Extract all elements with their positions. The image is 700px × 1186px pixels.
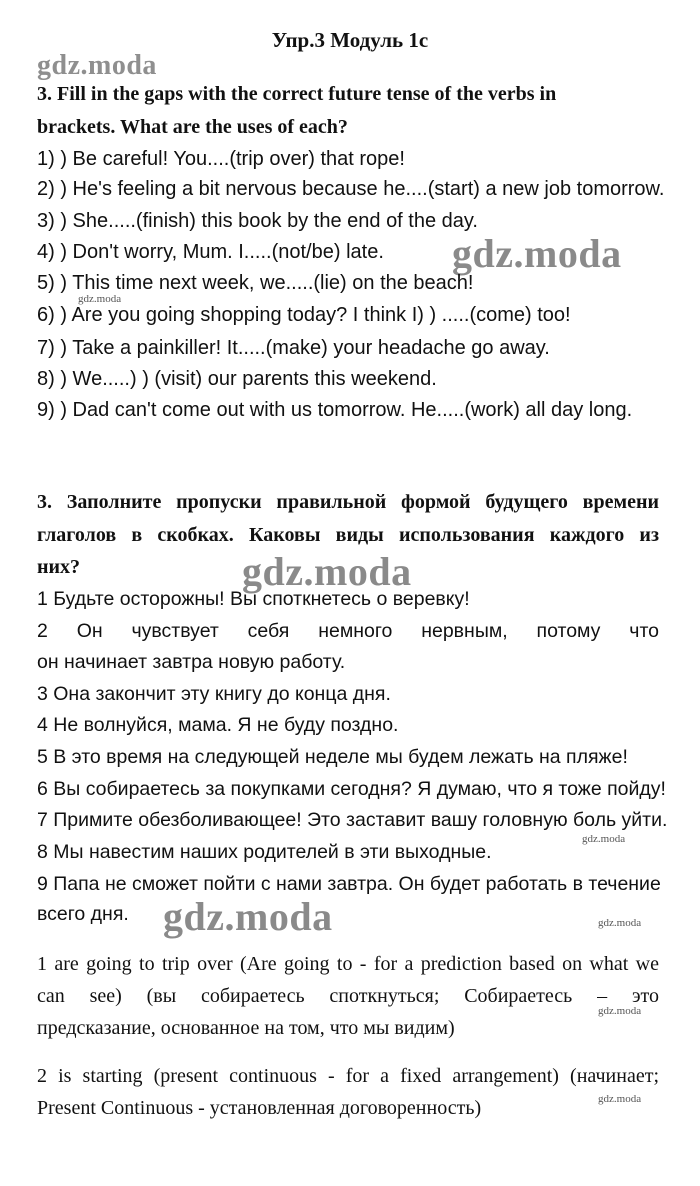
russian-item: 9 Папа не сможет пойти с нами завтра. Он будет работать в течение	[37, 873, 661, 895]
answer-line: Present Continuous - установленная договоренность)	[37, 1097, 482, 1119]
watermark: gdz.moda	[598, 1093, 642, 1105]
english-item: 8) ) We.....) ) (visit) our parents this weekend.	[37, 368, 437, 390]
english-task-heading: 3. Fill in the gaps with the correct future tense of the verbs in	[37, 83, 557, 105]
english-item: 3) ) She.....(finish) this book by the end of the day.	[37, 210, 478, 232]
watermark: gdz.moda	[78, 293, 122, 305]
russian-item: 2 Он чувствует себя немного нервным, потому что	[37, 620, 659, 642]
english-task-heading: brackets. What are the uses of each?	[37, 116, 348, 138]
english-item: 6) ) Are you going shopping today? I think I) ) .....(come) too!	[37, 304, 571, 326]
english-item: 1) ) Be careful! You....(trip over) that rope!	[37, 148, 405, 170]
watermark: gdz.moda	[582, 833, 626, 845]
watermark: gdz.moda	[598, 1005, 642, 1017]
russian-item: 5 В это время на следующей неделе мы будем лежать на пляже!	[37, 746, 628, 768]
russian-item: всего дня.	[37, 903, 129, 925]
answer-line: 1 are going to trip over (Are going to - for a prediction based on what we	[37, 953, 659, 975]
russian-item: он начинает завтра новую работу.	[37, 651, 346, 673]
watermark: gdz.moda	[452, 231, 622, 276]
russian-item: 7 Примите обезболивающее! Это заставит вашу головную боль уйти.	[37, 809, 668, 831]
english-item: 2) ) He's feeling a bit nervous because he....(start) a new job tomorrow.	[37, 178, 665, 200]
russian-task-heading: глаголов в скобках. Каковы виды использования каждого из	[37, 524, 659, 546]
russian-item: 1 Будьте осторожны! Вы споткнетесь о веревку!	[37, 588, 470, 610]
russian-item: 4 Не волнуйся, мама. Я не буду поздно.	[37, 714, 399, 736]
russian-item: 8 Мы навестим наших родителей в эти выходные.	[37, 841, 492, 863]
russian-item: 6 Вы собираетесь за покупками сегодня? Я думаю, что я тоже пойду!	[37, 778, 666, 800]
english-item: 9) ) Dad can't come out with us tomorrow. He.....(work) all day long.	[37, 399, 633, 421]
watermark: gdz.moda	[242, 549, 412, 594]
russian-task-heading: 3. Заполните пропуски правильной формой будущего времени	[37, 491, 659, 513]
watermark: gdz.moda	[598, 917, 642, 929]
english-item: 7) ) Take a painkiller! It.....(make) your headache go away.	[37, 337, 550, 359]
page-title: Упр.3 Модуль 1с	[271, 28, 429, 52]
watermark: gdz.moda	[163, 894, 333, 939]
english-item: 4) ) Don't worry, Mum. I.....(not/be) late.	[37, 241, 384, 263]
english-item: 5) ) This time next week, we.....(lie) on the beach!	[37, 272, 474, 294]
answer-line: can see) (вы собираетесь споткнуться; Собираетесь – это	[37, 985, 659, 1007]
watermark: gdz.moda	[37, 50, 157, 81]
russian-task-heading: них?	[37, 556, 81, 578]
answer-line: предсказание, основанное на том, что мы видим)	[37, 1017, 455, 1039]
answer-line: 2 is starting (present continuous - for a fixed arrangement) (начинает;	[37, 1065, 659, 1087]
russian-item: 3 Она закончит эту книгу до конца дня.	[37, 683, 391, 705]
